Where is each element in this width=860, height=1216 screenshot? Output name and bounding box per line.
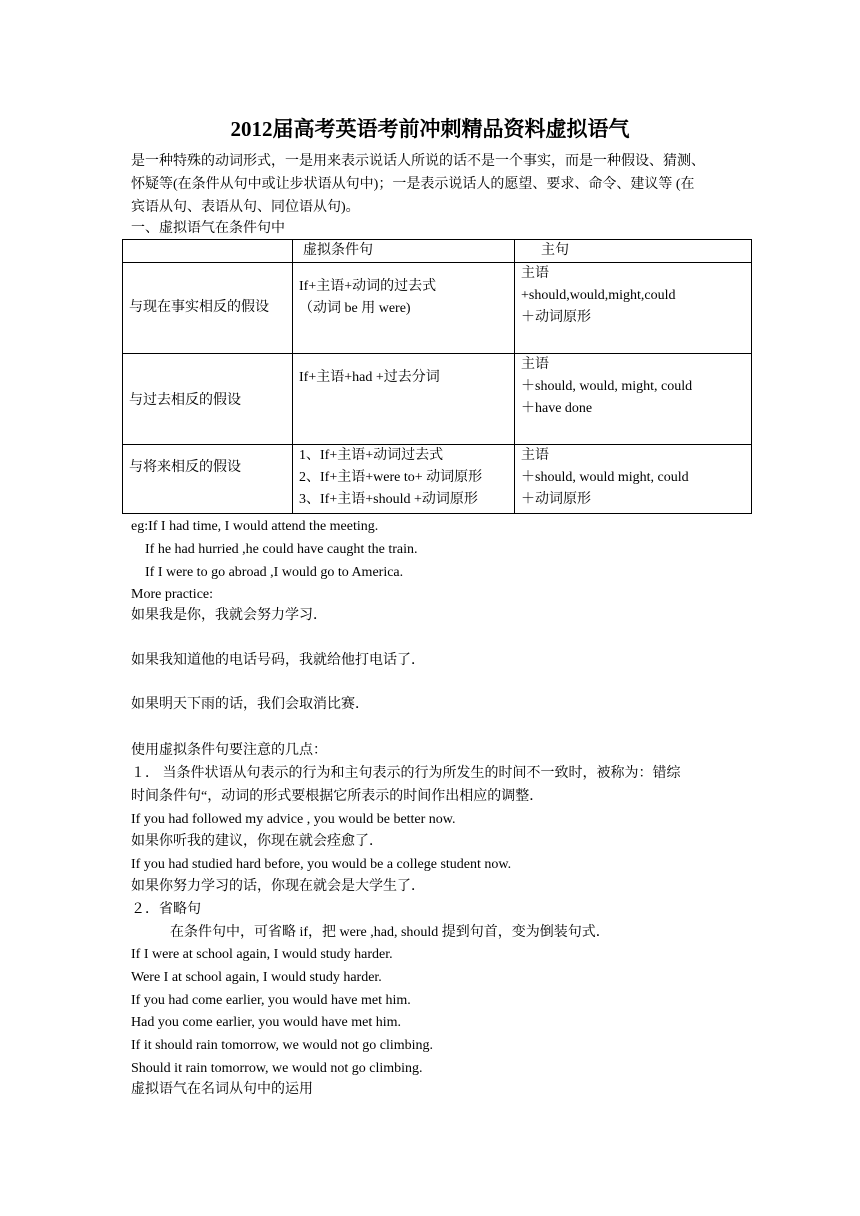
main-line: +should,would,might,could bbox=[521, 288, 676, 303]
point1-example: 如果你听我的建议，你现在就会痊愈了． bbox=[131, 834, 383, 849]
row-label: 与现在事实相反的假设 bbox=[123, 263, 293, 354]
table-row bbox=[123, 263, 752, 354]
intro-line-2: 怀疑等(在条件从句中或让步状语从句中)；一是表示说话人的愿望、要求、命令、建议等 (在 bbox=[131, 177, 695, 192]
example-line: If he had hurried ,he could have caught the train. bbox=[145, 542, 418, 557]
table-row bbox=[123, 354, 752, 445]
more-practice-label: More practice: bbox=[131, 587, 214, 602]
practice-item: 如果我知道他的电话号码，我就给他打电话了． bbox=[131, 653, 425, 668]
point1-example: If you had studied hard before, you would be a college student now. bbox=[131, 857, 512, 872]
main-line: ＋动词原形 bbox=[521, 492, 591, 507]
intro-line-1: 是一种特殊的动词形式，一是用来表示说话人所说的话不是一个事实，而是一种假设、猜测、 bbox=[131, 154, 705, 169]
table-header-empty bbox=[123, 240, 293, 263]
condition-line: If+主语+had +过去分词 bbox=[299, 370, 440, 385]
point2-text: 在条件句中，可省略 if，把 were ,had, should 提到句首，变为倒装句式． bbox=[170, 925, 610, 940]
section-heading-noun-clause: 虚拟语气在名词从句中的运用 bbox=[131, 1082, 313, 1097]
main-line: ＋should, would might, could bbox=[521, 470, 689, 485]
practice-item: 如果我是你，我就会努力学习． bbox=[131, 608, 327, 623]
notes-heading: 使用虚拟条件句要注意的几点： bbox=[131, 743, 327, 758]
page-title: 2012届高考英语考前冲刺精品资料虚拟语气 bbox=[230, 117, 630, 141]
row-main bbox=[515, 445, 752, 514]
point2-example: If I were at school again, I would study harder. bbox=[131, 947, 393, 962]
point2-example: If you had come earlier, you would have met him. bbox=[131, 993, 411, 1008]
row-condition bbox=[293, 263, 515, 354]
condition-line: 1、If+主语+动词过去式 bbox=[299, 448, 444, 463]
point1-example: 如果你努力学习的话，你现在就会是大学生了． bbox=[131, 879, 425, 894]
main-line: ＋should, would, might, could bbox=[521, 379, 693, 394]
row-main bbox=[515, 263, 752, 354]
point2-example: Were I at school again, I would study harder. bbox=[131, 970, 382, 985]
main-line: 主语 bbox=[521, 448, 549, 463]
condition-line: 2、If+主语+were to+ 动词原形 bbox=[299, 470, 483, 485]
subjunctive-table bbox=[122, 239, 752, 514]
point2-example: Should it rain tomorrow, we would not go climbing. bbox=[131, 1061, 423, 1076]
point2-example: If it should rain tomorrow, we would not go climbing. bbox=[131, 1038, 433, 1053]
row-condition bbox=[293, 354, 515, 445]
table-row bbox=[123, 445, 752, 514]
section-heading-conditional: 一、虚拟语气在条件句中 bbox=[131, 221, 285, 236]
point1-line: １． 当条件状语从句表示的行为和主句表示的行为所发生的时间不一致时，被称为：错综 bbox=[131, 766, 681, 781]
row-label: 与过去相反的假设 bbox=[123, 354, 293, 445]
condition-line: If+主语+动词的过去式 bbox=[299, 279, 437, 294]
point1-line: 时间条件句“，动词的形式要根据它所表示的时间作出相应的调整． bbox=[131, 789, 544, 804]
intro-line-3: 宾语从句、表语从句、同位语从句)。 bbox=[131, 200, 360, 215]
example-line: If I were to go abroad ,I would go to America. bbox=[145, 565, 404, 580]
row-condition bbox=[293, 445, 515, 514]
example-line: eg:If I had time, I would attend the meeting. bbox=[131, 519, 379, 534]
table-header-row bbox=[123, 240, 752, 263]
condition-line: 3、If+主语+should +动词原形 bbox=[299, 492, 478, 507]
main-line: 主语 bbox=[521, 266, 549, 281]
main-line: ＋动词原形 bbox=[521, 310, 591, 325]
point2-heading: ２．省略句 bbox=[131, 902, 201, 917]
table-header-condition: 虚拟条件句 bbox=[293, 240, 515, 263]
main-line: 主语 bbox=[521, 357, 549, 372]
practice-item: 如果明天下雨的话，我们会取消比赛． bbox=[131, 697, 369, 712]
row-label: 与将来相反的假设 bbox=[123, 445, 293, 514]
table-header-main: 主句 bbox=[515, 240, 752, 263]
condition-line: （动词 be 用 were) bbox=[299, 301, 411, 316]
row-main bbox=[515, 354, 752, 445]
main-line: ＋have done bbox=[521, 401, 593, 416]
point2-example: Had you come earlier, you would have met him. bbox=[131, 1015, 402, 1030]
point1-example: If you had followed my advice , you would be better now. bbox=[131, 812, 456, 827]
